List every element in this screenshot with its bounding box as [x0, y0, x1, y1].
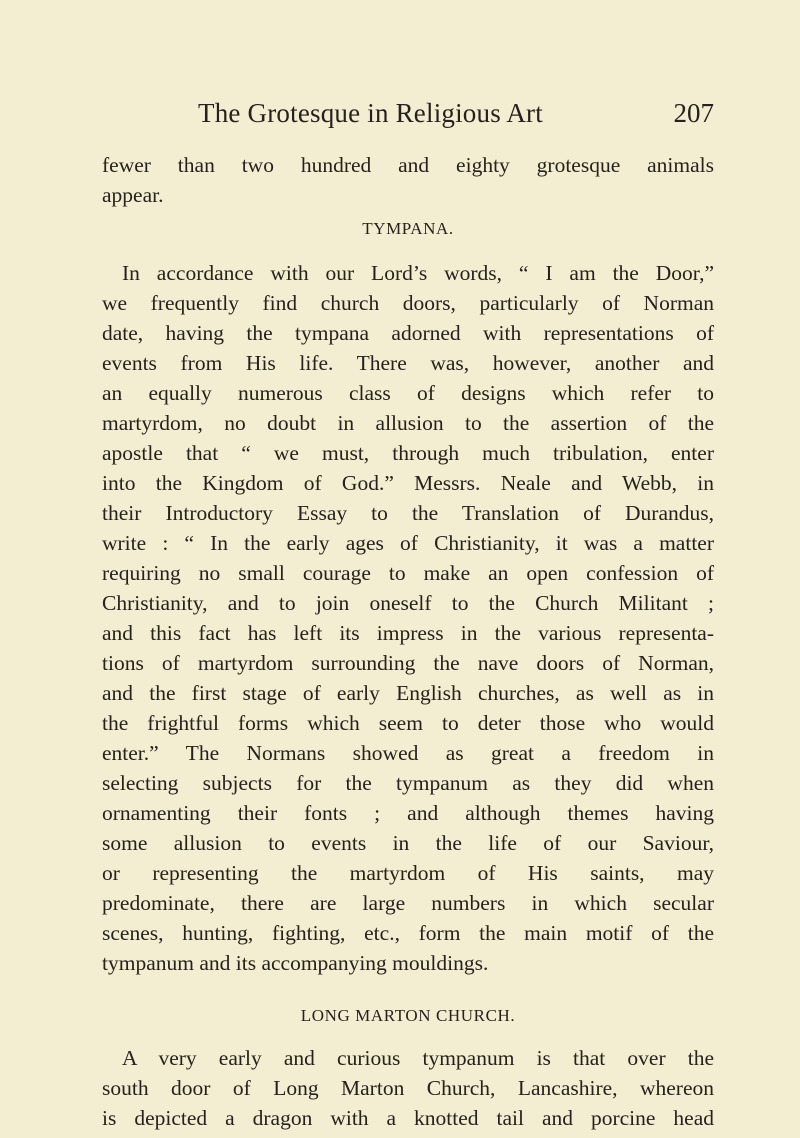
text-line: martyrdom, no doubt in allusion to the assertion of the [102, 411, 714, 435]
text-line: enter.” The Normans showed as great a freedom in [102, 741, 714, 765]
text-line: date, having the tympana adorned with representations of [102, 321, 714, 345]
text-line: into the Kingdom of God.” Messrs. Neale and Webb, in [102, 471, 714, 495]
text-line: is depicted a dragon with a knotted tail and porcine head [102, 1106, 714, 1130]
text-line: and the first stage of early English churches, as well as in [102, 681, 714, 705]
text-line: events from His life. There was, however, another and [102, 351, 714, 375]
text-line: the frightful forms which seem to deter those who would [102, 711, 714, 735]
text-line: predominate, there are large numbers in which secular [102, 891, 714, 915]
text-line: an equally numerous class of designs which refer to [102, 381, 714, 405]
text-line: Christianity, and to join oneself to the Church Militant ; [102, 591, 714, 615]
text-line: ornamenting their fonts ; and although themes having [102, 801, 714, 825]
text-line: requiring no small courage to make an open confession of [102, 561, 714, 585]
text-line: fewer than two hundred and eighty grotesque animals [102, 153, 714, 177]
running-head [102, 98, 714, 138]
text-line: tions of martyrdom surrounding the nave doors of Norman, [102, 651, 714, 675]
text-line: south door of Long Marton Church, Lancashire, whereon [102, 1076, 714, 1100]
section-heading-long-marton: LONG MARTON CHURCH. [300, 1006, 516, 1025]
text-line: or representing the martyrdom of His saints, may [102, 861, 714, 885]
text-line: we frequently find church doors, particularly of Norman [102, 291, 714, 315]
text-line: apostle that “ we must, through much tribulation, enter [102, 441, 714, 465]
running-title: The Grotesque in Religious Art [198, 98, 543, 128]
text-line: some allusion to events in the life of our Saviour, [102, 831, 714, 855]
text-line: and this fact has left its impress in the various representa- [102, 621, 714, 645]
text-line: write : “ In the early ages of Christianity, it was a matter [102, 531, 714, 555]
text-line: In accordance with our Lord’s words, “ I am the Door,” [122, 261, 714, 285]
text-line: selecting subjects for the tympanum as they did when [102, 771, 714, 795]
text-line: tympanum and its accompanying mouldings. [102, 951, 489, 975]
page-number: 207 [673, 98, 714, 128]
text-line: scenes, hunting, fighting, etc., form the main motif of the [102, 921, 714, 945]
text-line: appear. [102, 183, 164, 207]
section-heading-tympana: TYMPANA. [362, 219, 454, 238]
text-line: their Introductory Essay to the Translation of Durandus, [102, 501, 714, 525]
text-line: A very early and curious tympanum is that over the [122, 1046, 714, 1070]
